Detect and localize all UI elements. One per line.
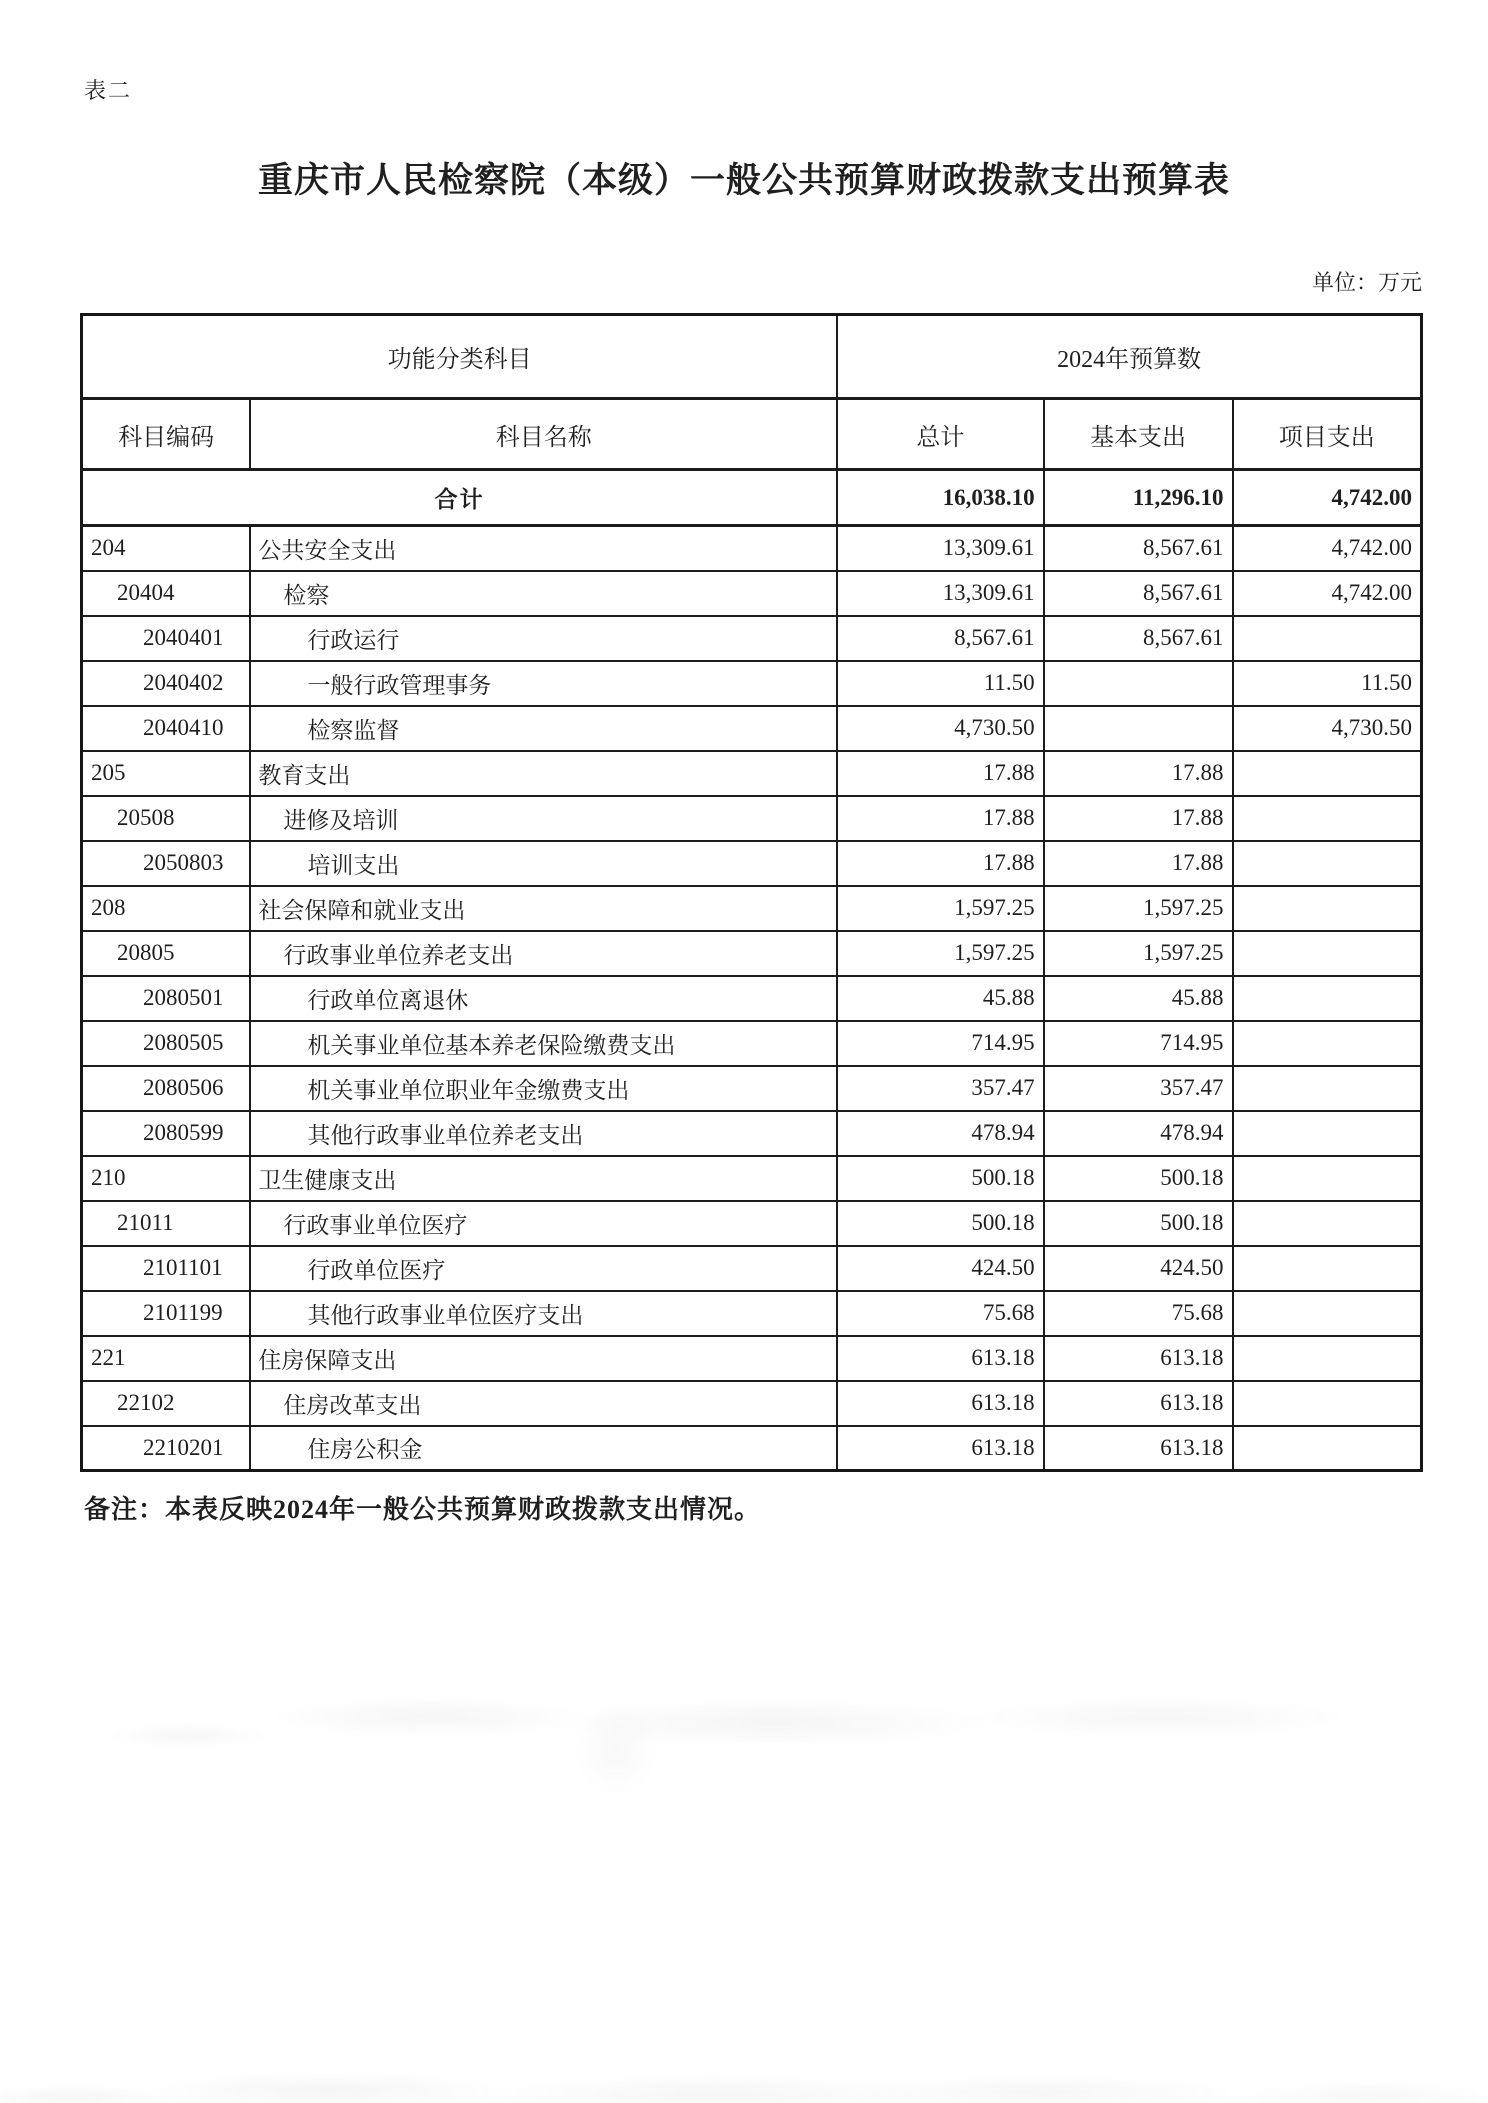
project-expense-cell bbox=[1233, 1426, 1422, 1471]
basic-expense-cell: 75.68 bbox=[1044, 1291, 1233, 1336]
subject-code-cell: 221 bbox=[82, 1336, 251, 1381]
basic-expense-cell: 613.18 bbox=[1044, 1336, 1233, 1381]
project-expense-cell bbox=[1233, 1381, 1422, 1426]
total-cell: 613.18 bbox=[837, 1426, 1043, 1471]
total-cell: 17.88 bbox=[837, 751, 1043, 796]
project-expense-cell: 4,730.50 bbox=[1233, 706, 1422, 751]
total-cell: 714.95 bbox=[837, 1021, 1043, 1066]
col-header-subject-code: 科目编码 bbox=[82, 399, 251, 470]
subject-name-cell: 行政运行 bbox=[250, 616, 837, 661]
total-cell: 8,567.61 bbox=[837, 616, 1043, 661]
total-cell: 45.88 bbox=[837, 976, 1043, 1021]
table-body bbox=[82, 470, 1422, 1471]
project-expense-cell bbox=[1233, 886, 1422, 931]
basic-expense-cell: 1,597.25 bbox=[1044, 886, 1233, 931]
subject-code-cell: 2080505 bbox=[82, 1021, 251, 1066]
subject-code-cell: 20508 bbox=[82, 796, 251, 841]
total-cell: 17.88 bbox=[837, 796, 1043, 841]
subject-code-cell: 2040401 bbox=[82, 616, 251, 661]
basic-expense-cell bbox=[1044, 661, 1233, 706]
table-row bbox=[82, 1111, 1422, 1156]
total-cell: 13,309.61 bbox=[837, 526, 1043, 571]
subject-code-cell: 21011 bbox=[82, 1201, 251, 1246]
subject-code-cell: 2050803 bbox=[82, 841, 251, 886]
subject-name-cell: 教育支出 bbox=[250, 751, 837, 796]
subject-name-cell: 社会保障和就业支出 bbox=[250, 886, 837, 931]
subject-name-cell: 住房公积金 bbox=[250, 1426, 837, 1471]
table-row bbox=[82, 796, 1422, 841]
unit-note: 单位：万元 bbox=[1311, 270, 1422, 295]
subject-name-cell: 行政单位离退休 bbox=[250, 976, 837, 1021]
table-row bbox=[82, 1381, 1422, 1426]
subject-name-cell: 其他行政事业单位医疗支出 bbox=[250, 1291, 837, 1336]
subject-code-cell: 2040410 bbox=[82, 706, 251, 751]
subject-name-cell: 住房改革支出 bbox=[250, 1381, 837, 1426]
scan-artifact-top bbox=[30, 1668, 1460, 1798]
total-row-project: 4,742.00 bbox=[1233, 470, 1422, 526]
table-row bbox=[82, 1426, 1422, 1471]
subject-code-cell: 204 bbox=[82, 526, 251, 571]
table-row bbox=[82, 1291, 1422, 1336]
header-2024-budget: 2024年预算数 bbox=[837, 315, 1421, 399]
table-row bbox=[82, 526, 1422, 571]
subject-code-cell: 2080501 bbox=[82, 976, 251, 1021]
subject-code-cell: 2101199 bbox=[82, 1291, 251, 1336]
subject-code-cell: 2080599 bbox=[82, 1111, 251, 1156]
project-expense-cell: 11.50 bbox=[1233, 661, 1422, 706]
basic-expense-cell: 45.88 bbox=[1044, 976, 1233, 1021]
col-header-total: 总计 bbox=[837, 399, 1043, 470]
project-expense-cell bbox=[1233, 976, 1422, 1021]
basic-expense-cell bbox=[1044, 706, 1233, 751]
table-row bbox=[82, 976, 1422, 1021]
total-cell: 13,309.61 bbox=[837, 571, 1043, 616]
subject-code-cell: 208 bbox=[82, 886, 251, 931]
budget-table bbox=[80, 313, 1423, 1472]
header-columns-row bbox=[82, 399, 1422, 470]
basic-expense-cell: 500.18 bbox=[1044, 1156, 1233, 1201]
project-expense-cell bbox=[1233, 1156, 1422, 1201]
table-header bbox=[82, 315, 1422, 470]
total-row-label: 合计 bbox=[82, 470, 838, 526]
total-row-basic: 11,296.10 bbox=[1044, 470, 1233, 526]
subject-name-cell: 行政单位医疗 bbox=[250, 1246, 837, 1291]
project-expense-cell bbox=[1233, 796, 1422, 841]
basic-expense-cell: 1,597.25 bbox=[1044, 931, 1233, 976]
subject-code-cell: 2101101 bbox=[82, 1246, 251, 1291]
table-row bbox=[82, 841, 1422, 886]
subject-code-cell: 20404 bbox=[82, 571, 251, 616]
basic-expense-cell: 17.88 bbox=[1044, 841, 1233, 886]
table-row bbox=[82, 571, 1422, 616]
subject-code-cell: 2210201 bbox=[82, 1426, 251, 1471]
table-row bbox=[82, 931, 1422, 976]
subject-name-cell: 机关事业单位职业年金缴费支出 bbox=[250, 1066, 837, 1111]
project-expense-cell: 4,742.00 bbox=[1233, 526, 1422, 571]
project-expense-cell bbox=[1233, 931, 1422, 976]
col-header-basic-expense: 基本支出 bbox=[1044, 399, 1233, 470]
table-row bbox=[82, 1336, 1422, 1381]
total-cell: 4,730.50 bbox=[837, 706, 1043, 751]
project-expense-cell: 4,742.00 bbox=[1233, 571, 1422, 616]
table-row bbox=[82, 886, 1422, 931]
project-expense-cell bbox=[1233, 1111, 1422, 1156]
col-header-subject-name: 科目名称 bbox=[250, 399, 837, 470]
total-cell: 613.18 bbox=[837, 1381, 1043, 1426]
subject-code-cell: 2080506 bbox=[82, 1066, 251, 1111]
project-expense-cell bbox=[1233, 841, 1422, 886]
header-functional-classification: 功能分类科目 bbox=[82, 315, 838, 399]
project-expense-cell bbox=[1233, 1066, 1422, 1111]
total-cell: 17.88 bbox=[837, 841, 1043, 886]
table-row bbox=[82, 661, 1422, 706]
col-header-project-expense: 项目支出 bbox=[1233, 399, 1422, 470]
table-row bbox=[82, 1066, 1422, 1111]
subject-name-cell: 培训支出 bbox=[250, 841, 837, 886]
subject-name-cell: 其他行政事业单位养老支出 bbox=[250, 1111, 837, 1156]
basic-expense-cell: 478.94 bbox=[1044, 1111, 1233, 1156]
subject-name-cell: 行政事业单位医疗 bbox=[250, 1201, 837, 1246]
total-cell: 478.94 bbox=[837, 1111, 1043, 1156]
table-row bbox=[82, 751, 1422, 796]
basic-expense-cell: 613.18 bbox=[1044, 1426, 1233, 1471]
table-index-label: 表二 bbox=[84, 78, 133, 103]
basic-expense-cell: 357.47 bbox=[1044, 1066, 1233, 1111]
table-row bbox=[82, 1021, 1422, 1066]
table-row bbox=[82, 1246, 1422, 1291]
basic-expense-cell: 500.18 bbox=[1044, 1201, 1233, 1246]
subject-name-cell: 卫生健康支出 bbox=[250, 1156, 837, 1201]
page-title: 重庆市人民检察院（本级）一般公共预算财政拨款支出预算表 bbox=[257, 161, 1230, 200]
basic-expense-cell: 424.50 bbox=[1044, 1246, 1233, 1291]
project-expense-cell bbox=[1233, 1336, 1422, 1381]
total-cell: 1,597.25 bbox=[837, 931, 1043, 976]
scan-artifact-bottom bbox=[0, 2032, 1488, 2103]
subject-name-cell: 行政事业单位养老支出 bbox=[250, 931, 837, 976]
subject-name-cell: 检察监督 bbox=[250, 706, 837, 751]
table-row bbox=[82, 616, 1422, 661]
total-cell: 500.18 bbox=[837, 1156, 1043, 1201]
subject-name-cell: 住房保障支出 bbox=[250, 1336, 837, 1381]
total-cell: 424.50 bbox=[837, 1246, 1043, 1291]
subject-code-cell: 2040402 bbox=[82, 661, 251, 706]
subject-name-cell: 机关事业单位基本养老保险缴费支出 bbox=[250, 1021, 837, 1066]
table-row bbox=[82, 706, 1422, 751]
project-expense-cell bbox=[1233, 1021, 1422, 1066]
total-cell: 75.68 bbox=[837, 1291, 1043, 1336]
project-expense-cell bbox=[1233, 751, 1422, 796]
subject-code-cell: 22102 bbox=[82, 1381, 251, 1426]
subject-code-cell: 20805 bbox=[82, 931, 251, 976]
total-cell: 1,597.25 bbox=[837, 886, 1043, 931]
subject-name-cell: 进修及培训 bbox=[250, 796, 837, 841]
header-group-row bbox=[82, 315, 1422, 399]
table-row bbox=[82, 1156, 1422, 1201]
project-expense-cell bbox=[1233, 1246, 1422, 1291]
subject-code-cell: 205 bbox=[82, 751, 251, 796]
project-expense-cell bbox=[1233, 1201, 1422, 1246]
total-cell: 500.18 bbox=[837, 1201, 1043, 1246]
basic-expense-cell: 8,567.61 bbox=[1044, 616, 1233, 661]
total-cell: 613.18 bbox=[837, 1336, 1043, 1381]
table-row bbox=[82, 1201, 1422, 1246]
basic-expense-cell: 8,567.61 bbox=[1044, 571, 1233, 616]
subject-name-cell: 检察 bbox=[250, 571, 837, 616]
basic-expense-cell: 714.95 bbox=[1044, 1021, 1233, 1066]
basic-expense-cell: 17.88 bbox=[1044, 751, 1233, 796]
project-expense-cell bbox=[1233, 616, 1422, 661]
subject-code-cell: 210 bbox=[82, 1156, 251, 1201]
total-row bbox=[82, 470, 1422, 526]
basic-expense-cell: 17.88 bbox=[1044, 796, 1233, 841]
footnote: 备注：本表反映2024年一般公共预算财政拨款支出情况。 bbox=[84, 1495, 762, 1524]
subject-name-cell: 一般行政管理事务 bbox=[250, 661, 837, 706]
total-cell: 357.47 bbox=[837, 1066, 1043, 1111]
basic-expense-cell: 8,567.61 bbox=[1044, 526, 1233, 571]
project-expense-cell bbox=[1233, 1291, 1422, 1336]
total-row-total: 16,038.10 bbox=[837, 470, 1043, 526]
basic-expense-cell: 613.18 bbox=[1044, 1381, 1233, 1426]
subject-name-cell: 公共安全支出 bbox=[250, 526, 837, 571]
total-cell: 11.50 bbox=[837, 661, 1043, 706]
